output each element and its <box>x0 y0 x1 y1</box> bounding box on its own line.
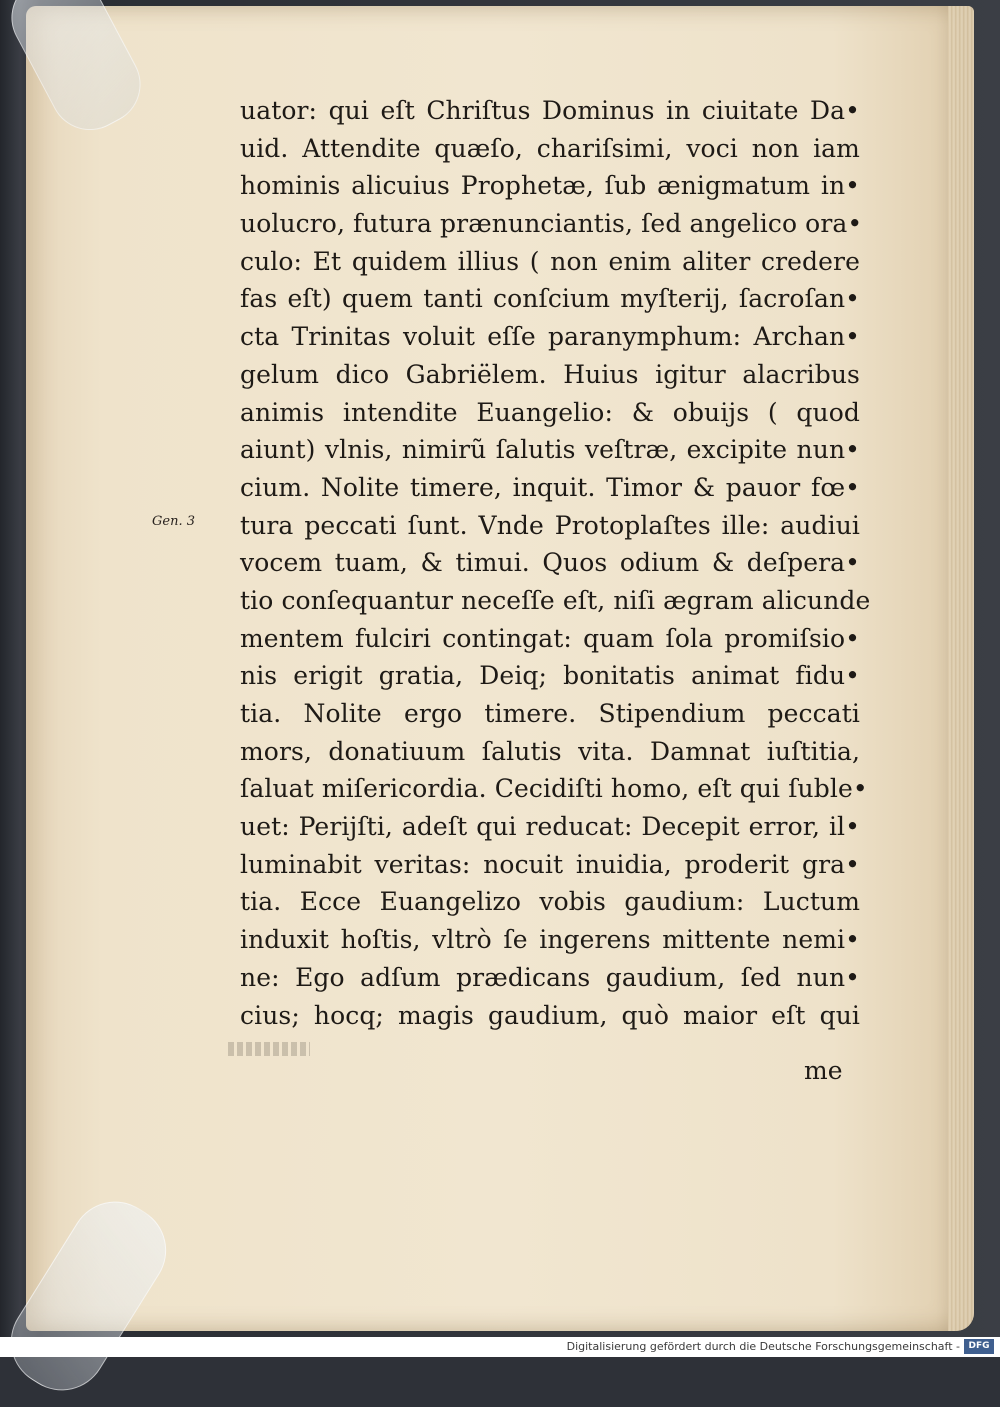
body-text <box>240 92 871 1034</box>
text-line: cta Trinitas voluit eſſe paranymphum: Archan• <box>240 322 860 352</box>
text-line: aiunt) vlnis, nimirũ ſalutis veſtræ, excipite nun• <box>240 435 860 465</box>
text-line: nis erigit gratia, Deiq; bonitatis animat fidu• <box>240 661 860 691</box>
text-line: uet: Perijſti, adeſt qui reducat: Decepit error, il• <box>240 812 860 842</box>
page-edge <box>948 6 974 1331</box>
text-line: induxit hoſtis, vltrò ſe ingerens mittente nemi• <box>240 925 860 955</box>
text-line: cium. Nolite timere, inquit. Timor & pauor fœ• <box>240 472 860 502</box>
text-line: gelum dico Gabriëlem. Huius igitur alacribus <box>240 359 860 389</box>
text-line: hominis alicuius Prophetæ, ſub ænigmatum in• <box>240 171 860 201</box>
text-line: uid. Attendite quæſo, chariſsimi, voci non iam <box>240 133 860 163</box>
text-line: luminabit veritas: nocuit inuidia, proderit gra• <box>240 849 860 879</box>
text-line: animis intendite Euangelio: & obuijs ( quod <box>240 397 860 427</box>
ink-bleed <box>228 1042 310 1056</box>
text-line: tia. Nolite ergo timere. Stipendium peccati <box>240 699 860 728</box>
marginal-note: Gen. 3 <box>152 514 195 529</box>
footer-credit: Digitalisierung gefördert durch die Deutsche Forschungsgemeinschaft - <box>566 1340 960 1353</box>
catchword: me <box>804 1056 843 1085</box>
text-line: tia. Ecce Euangelizo vobis gaudium: Luctum <box>240 887 860 917</box>
text-line: tura peccati ſunt. Vnde Protoplaſtes ille: audiui <box>240 510 860 540</box>
footer-bar <box>0 1337 1000 1357</box>
text-line: tio conſequantur neceſſe eſt, niſi ægram alicunde <box>240 585 871 615</box>
text-line: vocem tuam, & timui. Quos odium & deſpera• <box>240 548 860 578</box>
text-line: ne: Ego adſum prædicans gaudium, ſed nun• <box>240 962 860 992</box>
text-line: mors, donatiuum ſalutis vita. Damnat iuſtitia, <box>240 736 860 766</box>
text-line: fas eſt) quem tanti conſcium myſterij, ſacroſan• <box>240 284 860 314</box>
text-line: mentem fulciri contingat: quam ſola promiſsio• <box>240 623 860 653</box>
dfg-logo: DFG <box>964 1339 994 1354</box>
text-line: culo: Et quidem illius ( non enim aliter credere <box>240 246 860 276</box>
text-line: uator: qui eſt Chriſtus Dominus in ciuitate Da• <box>240 96 860 125</box>
text-line: cius; hocq; magis gaudium, quò maior eſt qui <box>240 1000 860 1030</box>
text-line: uolucro, futura prænunciantis, ſed angelico ora• <box>240 209 863 239</box>
text-line: ſaluat miſericordia. Cecidiſti homo, eſt qui ſuble• <box>240 774 868 804</box>
